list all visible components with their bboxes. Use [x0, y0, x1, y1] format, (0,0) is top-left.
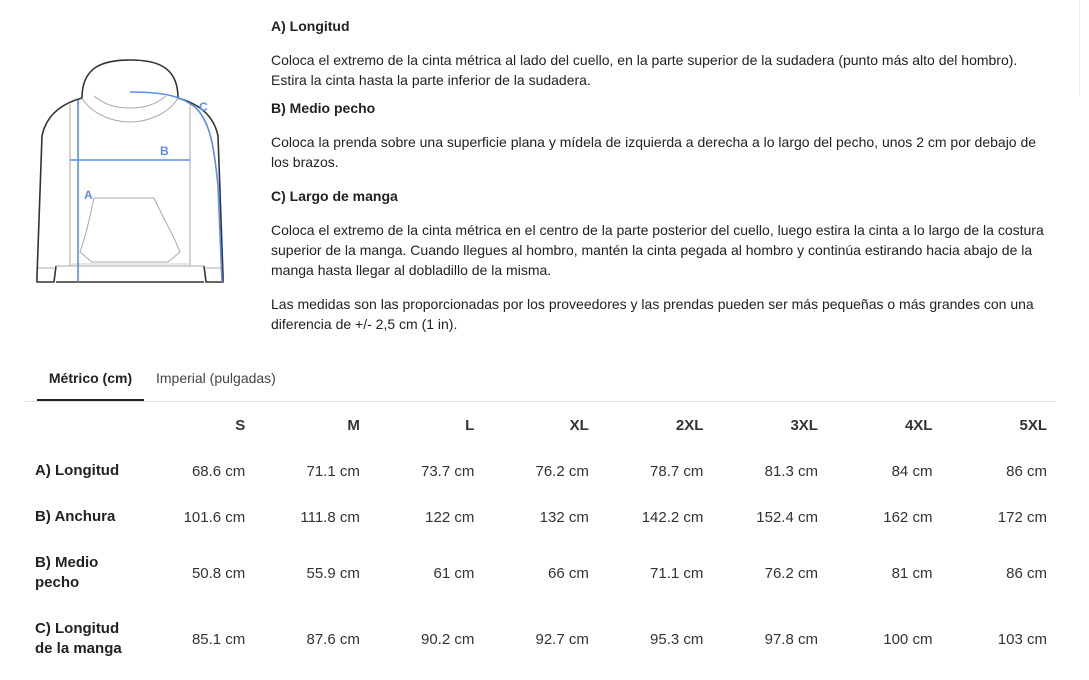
table-cell: 78.7 cm [650, 462, 704, 480]
table-row [25, 494, 1056, 540]
half-chest-title: B) Medio pecho [271, 100, 376, 116]
header-size-l: L [465, 416, 475, 434]
table-cell: 90.2 cm [420, 630, 475, 648]
table-header-row [25, 402, 1056, 448]
table-row [25, 448, 1056, 494]
row-label-sleeve-length: C) Longitud de la manga [35, 620, 122, 657]
table-cell: 71.1 cm [306, 462, 360, 480]
table-cell: 73.7 cm [420, 462, 475, 480]
header-size-m: M [347, 416, 360, 434]
header-size-xl: XL [569, 416, 589, 434]
scroll-edge [1079, 0, 1080, 96]
table-cell: 100 cm [883, 630, 933, 648]
half-chest-description: Coloca la prenda sobre una superficie plana y mídela de izquierda a derecha a lo largo del pecho, unos 2 cm por debajo de los brazos. [271, 134, 1037, 170]
table-cell: 162 cm [883, 508, 933, 526]
table-cell: 61 cm [433, 564, 475, 582]
table-row [25, 540, 1056, 606]
table-cell: 111.8 cm [300, 508, 360, 526]
measure-c-label: C [199, 100, 208, 114]
table-cell: 76.2 cm [535, 462, 589, 480]
header-corner [25, 402, 140, 448]
length-title: A) Longitud [271, 18, 350, 34]
table-cell: 76.2 cm [764, 564, 818, 582]
table-cell: 86 cm [1006, 564, 1047, 582]
table-cell: 101.6 cm [183, 508, 246, 526]
table-cell: 92.7 cm [535, 630, 589, 648]
header-size-s: S [235, 416, 246, 434]
table-cell: 86 cm [1006, 462, 1047, 480]
header-size-4xl: 4XL [904, 416, 933, 434]
table-cell: 87.6 cm [306, 630, 360, 648]
header-size-3xl: 3XL [790, 416, 818, 434]
table-cell: 172 cm [997, 508, 1047, 526]
length-description: Coloca el extremo de la cinta métrica al lado del cuello, en la parte superior de la sudadera (punto más alto del hombro). Estira la cinta hasta la parte inferior de la sudadera. [271, 52, 1018, 88]
table-cell: 152.4 cm [756, 508, 818, 526]
table-cell: 55.9 cm [306, 564, 360, 582]
table-cell: 95.3 cm [650, 630, 704, 648]
size-chart-table [25, 402, 1056, 672]
hoodie-icon [34, 56, 230, 292]
table-cell: 132 cm [539, 508, 589, 526]
tab-imperial[interactable]: Imperial (pulgadas) [156, 370, 276, 386]
table-cell: 68.6 cm [191, 462, 246, 480]
table-cell: 66 cm [547, 564, 589, 582]
table-cell: 122 cm [425, 508, 475, 526]
row-label-length: A) Longitud [35, 462, 120, 479]
measure-b-label: B [160, 144, 169, 158]
table-cell: 71.1 cm [650, 564, 704, 582]
table-cell: 103 cm [997, 630, 1047, 648]
table-cell: 84 cm [891, 462, 933, 480]
table-cell: 50.8 cm [191, 564, 246, 582]
table-cell: 142.2 cm [641, 508, 704, 526]
table-row [25, 606, 1056, 672]
table-cell: 97.8 cm [764, 630, 818, 648]
header-size-2xl: 2XL [675, 416, 704, 434]
unit-tabs [25, 362, 1056, 402]
table-cell: 85.1 cm [191, 630, 246, 648]
header-size-5xl: 5XL [1019, 416, 1047, 434]
hoodie-measurement-diagram [34, 56, 230, 292]
row-label-width: B) Anchura [35, 508, 116, 525]
row-label-half-chest: B) Medio pecho [35, 554, 99, 591]
table-cell: 81 cm [891, 564, 933, 582]
sleeve-length-title: C) Largo de manga [271, 188, 398, 204]
measure-a-label: A [84, 188, 93, 202]
sleeve-length-description: Coloca el extremo de la cinta métrica en el centro de la parte posterior del cuello, luego estira la cinta a lo largo de la costura superior de la manga. Cuando llegues al hombro, mantén la cinta pegada al hombro y continúa estirando hacia abajo de la manga hasta llegar al dobladillo de la misma. [271, 222, 1044, 278]
tab-metric[interactable]: Métrico (cm) [37, 362, 144, 401]
measurement-disclaimer: Las medidas son las proporcionadas por los proveedores y las prendas pueden ser más pequeñas o más grandes con una diferencia de +/- 2,5 cm (1 in). [271, 296, 1034, 332]
table-cell: 81.3 cm [764, 462, 818, 480]
